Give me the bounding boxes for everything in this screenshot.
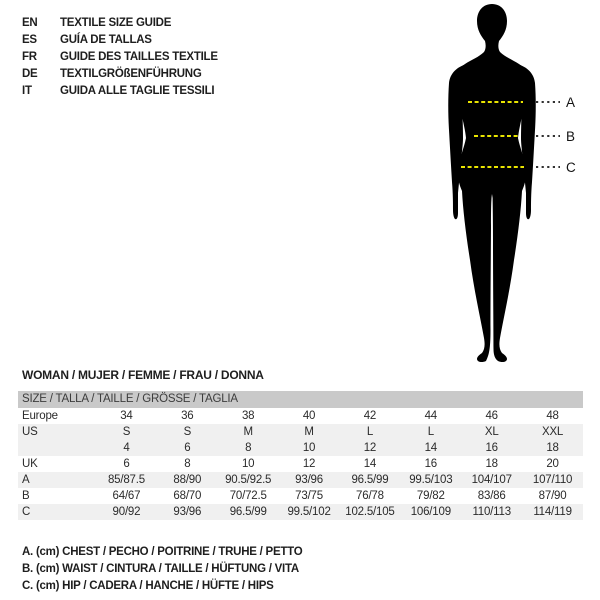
guide-title: GUIDE DES TAILLES TEXTILE <box>60 51 218 63</box>
table-row-us-letter <box>18 424 583 440</box>
guide-title: GUIDA ALLE TAGLIE TESSILI <box>60 85 215 97</box>
size-cell: 99.5/103 <box>409 474 453 486</box>
language-title-list <box>22 15 218 100</box>
size-cell: 107/110 <box>532 474 573 486</box>
size-cell: 99.5/102 <box>287 506 331 518</box>
woman-body-silhouette <box>455 4 529 362</box>
size-cell: 12 <box>363 442 377 454</box>
language-code: ES <box>22 34 37 46</box>
size-cell: S <box>183 426 192 438</box>
table-row-waist-b <box>18 488 583 504</box>
size-cell: 44 <box>424 410 438 422</box>
table-row-uk <box>18 456 583 472</box>
size-cell: L <box>427 426 434 438</box>
guide-title: TEXTILE SIZE GUIDE <box>60 17 172 29</box>
size-cell: 6 <box>184 442 191 454</box>
size-cell: 10 <box>241 458 255 470</box>
size-cell: 38 <box>241 410 255 422</box>
size-cell: XL <box>484 426 499 438</box>
size-table-header: SIZE / TALLA / TAILLE / GRÖSSE / TAGLIA <box>18 391 583 408</box>
size-cell: 85/87.5 <box>107 474 145 486</box>
language-row-de <box>22 66 218 83</box>
woman-silhouette-figure <box>430 0 600 380</box>
size-cell: 18 <box>485 458 498 470</box>
size-cell: 102.5/105 <box>345 506 395 518</box>
language-code: IT <box>22 85 32 97</box>
size-cell: M <box>243 426 253 438</box>
row-label: C <box>22 506 31 518</box>
size-cell: 14 <box>424 442 438 454</box>
table-row-chest-a <box>18 472 583 488</box>
guide-title: GUÍA DE TALLAS <box>60 34 152 46</box>
size-cell: 106/109 <box>410 506 451 518</box>
size-cell: 79/82 <box>416 490 445 502</box>
size-cell: 114/119 <box>533 506 572 518</box>
size-cell: 16 <box>424 458 438 470</box>
size-cell: 90.5/92.5 <box>225 474 272 486</box>
size-cell: S <box>122 426 131 438</box>
size-cell: 36 <box>181 410 194 422</box>
row-label: B <box>22 490 30 502</box>
size-table <box>18 391 583 520</box>
size-cell: 20 <box>546 458 559 470</box>
size-cell: 18 <box>546 442 559 454</box>
row-label: Europe <box>22 410 58 422</box>
chest-label: A <box>566 95 576 110</box>
size-cell: 42 <box>363 410 377 422</box>
size-cell: 4 <box>123 442 130 454</box>
table-row-europe <box>18 408 583 424</box>
size-cell: 93/96 <box>173 506 202 518</box>
hip-label: C <box>566 160 576 175</box>
measurement-legend <box>22 544 302 594</box>
language-code: FR <box>22 51 37 63</box>
size-cell: 64/67 <box>112 490 141 502</box>
size-cell: 34 <box>120 410 133 422</box>
language-code: DE <box>22 68 38 80</box>
table-row-hip-c <box>18 504 583 520</box>
size-cell: 6 <box>123 458 130 470</box>
size-cell: 70/72.5 <box>229 490 267 502</box>
size-cell: 76/78 <box>356 490 384 502</box>
language-row-es <box>22 32 218 49</box>
size-cell: 110/113 <box>472 506 511 518</box>
woman-group-title: WOMAN / MUJER / FEMME / FRAU / DONNA <box>22 368 264 382</box>
size-cell: M <box>304 426 314 438</box>
language-row-fr <box>22 49 218 66</box>
language-code: EN <box>22 17 38 29</box>
size-cell: 93/96 <box>295 474 323 486</box>
size-cell: 48 <box>546 410 559 422</box>
size-cell: 14 <box>363 458 377 470</box>
legend-waist: B. (cm) WAIST / CINTURA / TAILLE / HÜFTUNG / VITA <box>22 562 299 575</box>
size-cell: 88/90 <box>173 474 202 486</box>
size-cell: 73/75 <box>295 490 323 502</box>
size-cell: 8 <box>184 458 191 470</box>
size-cell: 90/92 <box>112 506 141 518</box>
waist-label: B <box>566 129 576 144</box>
size-cell: L <box>366 426 374 438</box>
size-cell: 104/107 <box>471 474 512 486</box>
guide-title: TEXTILGRÖßENFÜHRUNG <box>60 68 202 80</box>
size-cell: XXL <box>541 426 564 438</box>
legend-chest: A. (cm) CHEST / PECHO / POITRINE / TRUHE / PETTO <box>22 546 303 558</box>
size-cell: 87/90 <box>538 490 567 502</box>
size-cell: 8 <box>245 442 252 454</box>
size-cell: 46 <box>485 410 498 422</box>
size-cell: 68/70 <box>173 490 202 502</box>
size-cell: 16 <box>485 442 498 454</box>
table-row-us-numeric <box>18 440 583 456</box>
language-row-it <box>22 83 218 100</box>
row-label: A <box>22 474 30 486</box>
size-cell: 83/86 <box>477 490 506 502</box>
row-label: US <box>22 426 38 438</box>
size-cell: 10 <box>302 442 316 454</box>
size-cell: 96.5/99 <box>351 474 389 486</box>
size-cell: 96.5/99 <box>229 506 267 518</box>
language-row-en <box>22 15 218 32</box>
size-cell: 12 <box>302 458 316 470</box>
legend-hip: C. (cm) HIP / CADERA / HANCHE / HÜFTE / HIPS <box>22 579 274 592</box>
row-label: UK <box>22 458 38 470</box>
size-cell: 40 <box>302 410 316 422</box>
